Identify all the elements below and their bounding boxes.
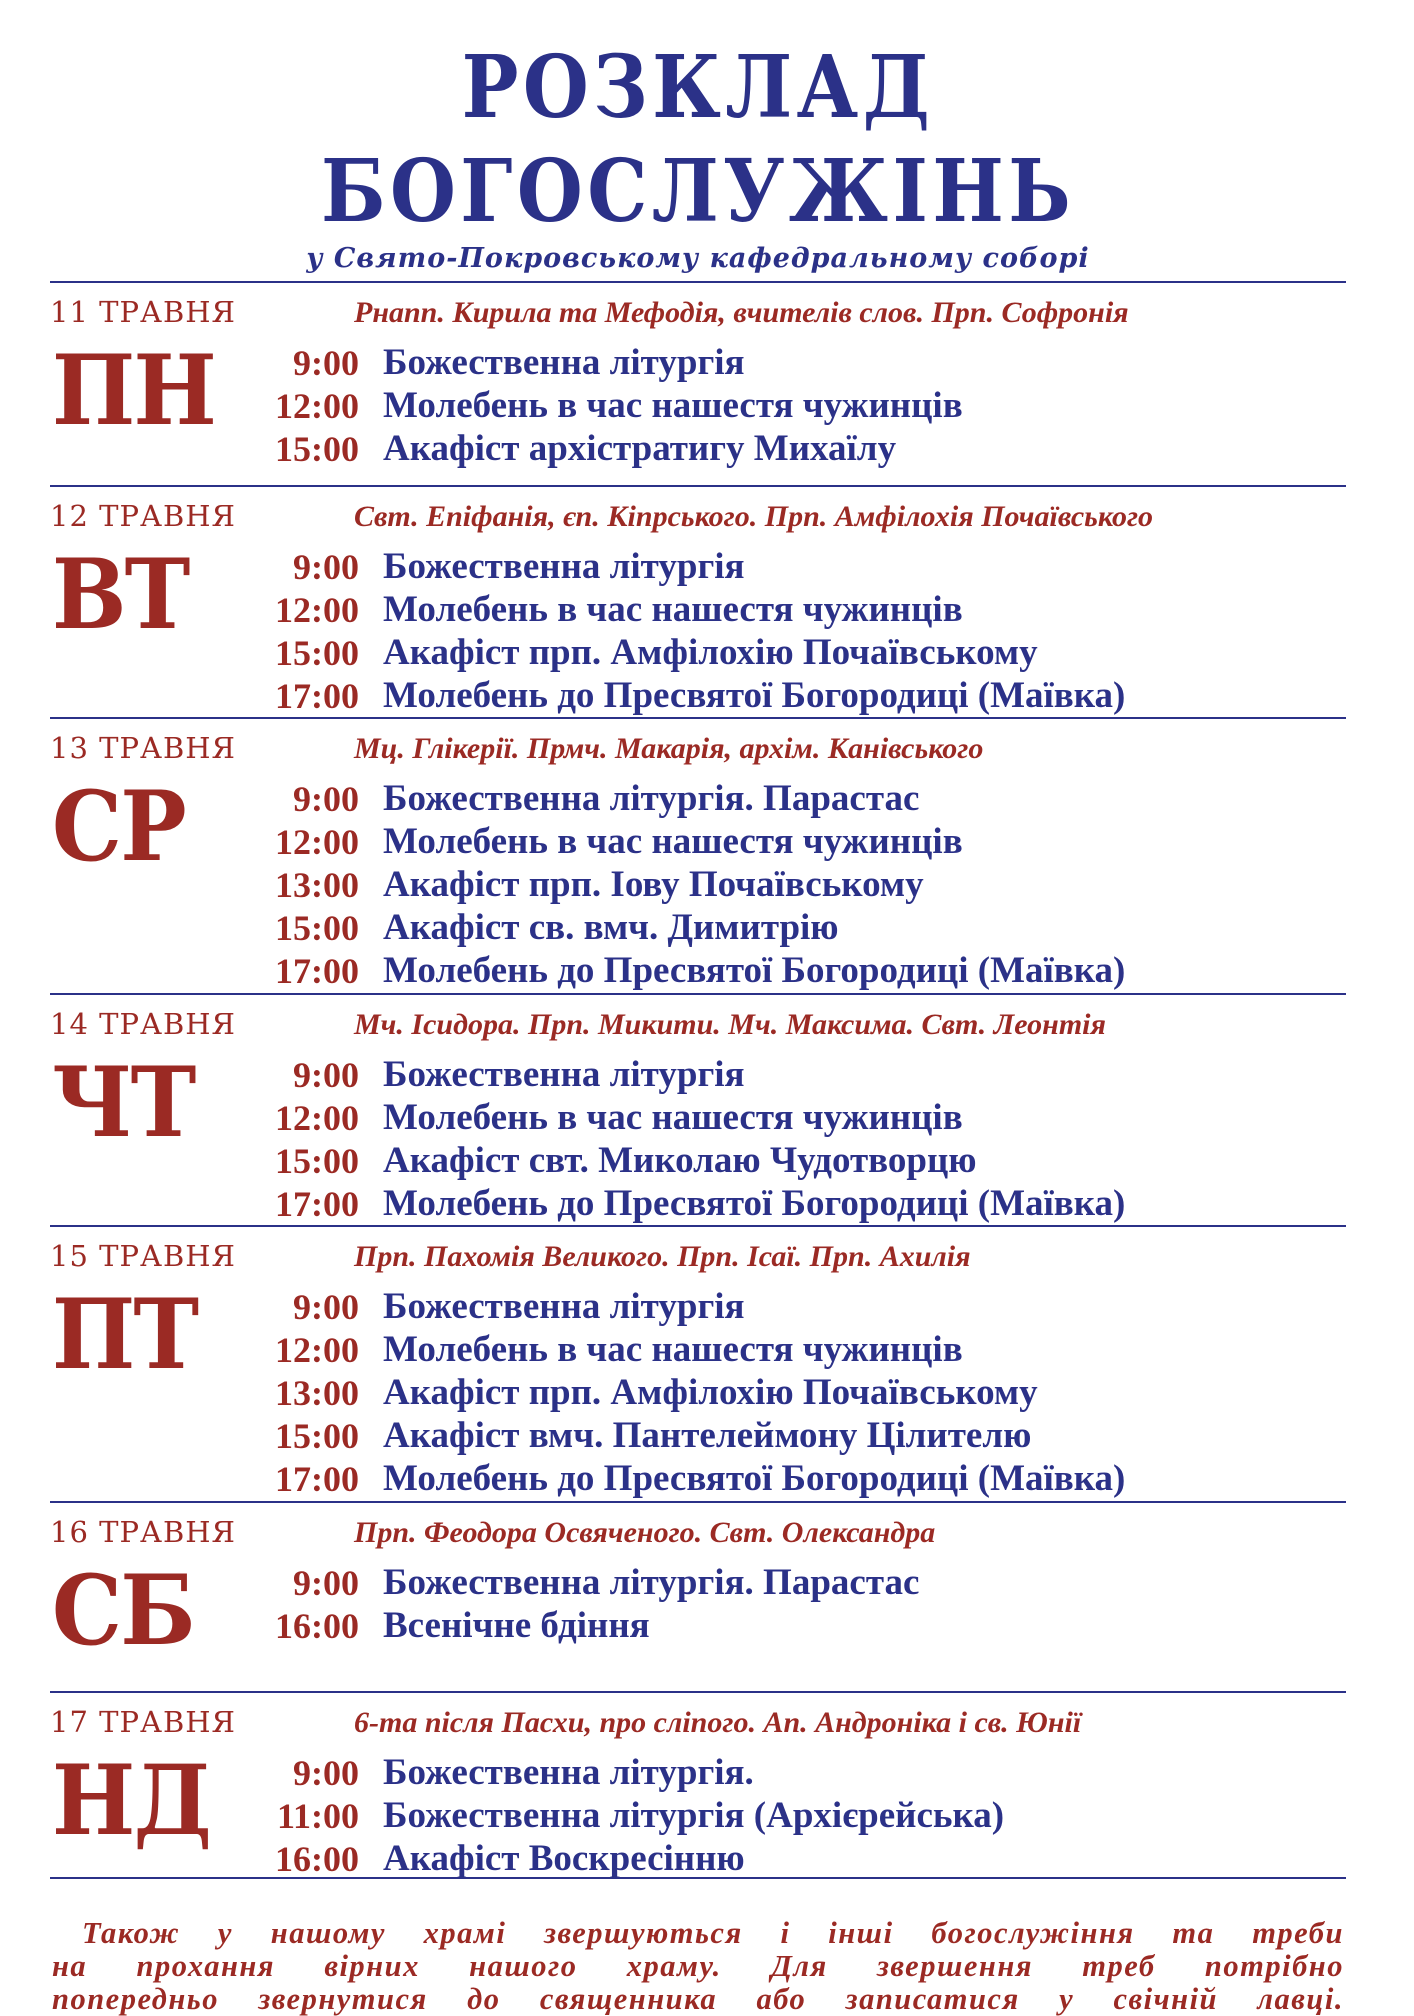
service-name: Акафіст прп. Амфілохію Почаївському bbox=[383, 1372, 1038, 1413]
service-row bbox=[232, 1837, 1346, 1880]
service-time: 9:00 bbox=[293, 1054, 359, 1095]
weekday-abbr: НД bbox=[51, 1744, 211, 1857]
service-time: 12:00 bbox=[275, 589, 359, 630]
service-row bbox=[232, 820, 1346, 863]
service-time: 13:00 bbox=[275, 1372, 359, 1413]
service-time: 12:00 bbox=[275, 1329, 359, 1370]
service-time: 17:00 bbox=[275, 1183, 359, 1224]
footer-line-2: на прохання вірних нашого храму. Для звершення треб потрібно bbox=[52, 1949, 1344, 1983]
service-name: Божественна літургія (Архієрейська) bbox=[383, 1795, 1005, 1836]
service-time: 15:00 bbox=[275, 1415, 359, 1456]
service-row bbox=[232, 1139, 1346, 1182]
day-body bbox=[50, 1553, 1346, 1667]
services-list bbox=[232, 545, 1346, 717]
day-body bbox=[50, 1743, 1346, 1880]
service-row bbox=[232, 545, 1346, 588]
page-title: РОЗКЛАД БОГОСЛУЖІНЬ bbox=[320, 37, 1076, 242]
service-time: 12:00 bbox=[275, 821, 359, 862]
day-header bbox=[50, 487, 1346, 537]
service-row bbox=[232, 1794, 1346, 1837]
service-row bbox=[232, 1604, 1346, 1647]
service-time: 12:00 bbox=[275, 385, 359, 426]
service-time: 17:00 bbox=[275, 1458, 359, 1499]
day-saints: Мч. Ісидора. Прп. Микити. Мч. Максима. Свт. Леонтія bbox=[354, 1008, 1106, 1041]
service-time: 15:00 bbox=[275, 907, 359, 948]
service-time: 17:00 bbox=[275, 950, 359, 991]
service-time: 17:00 bbox=[275, 675, 359, 716]
service-name: Молебень до Пресвятої Богородиці (Маївка) bbox=[383, 950, 1126, 991]
service-row bbox=[232, 1285, 1346, 1328]
services-list bbox=[232, 1561, 1346, 1661]
service-name: Молебень в час нашестя чужинців bbox=[383, 1329, 963, 1370]
day-date: 17 ТРАВНЯ bbox=[50, 1705, 236, 1739]
weekday-abbr: СБ bbox=[51, 1554, 194, 1667]
service-name: Акафіст вмч. Пантелеймону Цілителю bbox=[383, 1415, 1032, 1456]
service-time: 16:00 bbox=[275, 1605, 359, 1646]
day-saints: Мц. Глікерії. Прмч. Макарія, архім. Канівського bbox=[354, 732, 984, 765]
day-date: 11 ТРАВНЯ bbox=[50, 295, 236, 329]
service-time: 15:00 bbox=[275, 428, 359, 469]
service-row bbox=[232, 1096, 1346, 1139]
service-name: Божественна літургія bbox=[383, 1286, 745, 1327]
footer-line-3: попередньо звернутися до священника або записатися у свічній лавці. bbox=[52, 1982, 1344, 2016]
service-row bbox=[232, 427, 1346, 470]
day-block bbox=[50, 1503, 1346, 1693]
day-date: 14 ТРАВНЯ bbox=[50, 1007, 236, 1041]
service-row bbox=[232, 777, 1346, 820]
service-name: Акафіст свт. Миколаю Чудотворцю bbox=[383, 1140, 977, 1181]
weekday-abbr: ПН bbox=[51, 334, 216, 447]
service-name: Божественна літургія bbox=[383, 546, 745, 587]
day-header bbox=[50, 1503, 1346, 1553]
services-list bbox=[232, 777, 1346, 992]
service-name: Акафіст прп. Амфілохію Почаївському bbox=[383, 632, 1038, 673]
service-name: Акафіст св. вмч. Димитрію bbox=[383, 907, 839, 948]
day-saints: Свт. Епіфанія, єп. Кіпрського. Прп. Амфілохія Почаївського bbox=[354, 500, 1154, 533]
service-row bbox=[232, 1561, 1346, 1604]
service-row bbox=[232, 341, 1346, 384]
service-time: 13:00 bbox=[275, 864, 359, 905]
day-date: 13 ТРАВНЯ bbox=[50, 731, 236, 765]
day-block bbox=[50, 719, 1346, 995]
service-row bbox=[232, 1751, 1346, 1794]
weekday-abbr: ЧТ bbox=[51, 1046, 195, 1159]
service-name: Молебень до Пресвятої Богородиці (Маївка) bbox=[383, 1458, 1126, 1499]
service-time: 9:00 bbox=[293, 1562, 359, 1603]
service-row bbox=[232, 1328, 1346, 1371]
day-header bbox=[50, 1227, 1346, 1277]
day-body bbox=[50, 1277, 1346, 1500]
service-row bbox=[232, 1182, 1346, 1225]
day-saints: Прп. Феодора Освяченого. Свт. Олександра bbox=[354, 1516, 936, 1549]
page-subtitle: у Свято-Покровському кафедральному соборі bbox=[306, 243, 1090, 274]
service-row bbox=[232, 1371, 1346, 1414]
service-row bbox=[232, 588, 1346, 631]
day-header bbox=[50, 995, 1346, 1045]
day-block bbox=[50, 995, 1346, 1227]
service-name: Молебень до Пресвятої Богородиці (Маївка) bbox=[383, 675, 1126, 716]
service-row bbox=[232, 1053, 1346, 1096]
day-body bbox=[50, 333, 1346, 470]
service-row bbox=[232, 906, 1346, 949]
weekday-abbr: ПТ bbox=[51, 1278, 198, 1391]
day-saints: 6-та після Пасхи, про сліпого. Ап. Андроніка і св. Юнії bbox=[354, 1706, 1082, 1739]
service-row bbox=[232, 384, 1346, 427]
service-name: Божественна літургія bbox=[383, 342, 745, 383]
day-body bbox=[50, 769, 1346, 992]
day-date: 16 ТРАВНЯ bbox=[50, 1515, 236, 1549]
service-name: Молебень в час нашестя чужинців bbox=[383, 1097, 963, 1138]
day-body bbox=[50, 537, 1346, 717]
service-time: 15:00 bbox=[275, 1140, 359, 1181]
service-row bbox=[232, 631, 1346, 674]
service-name: Молебень в час нашестя чужинців bbox=[383, 821, 963, 862]
service-time: 9:00 bbox=[293, 1752, 359, 1793]
service-row bbox=[232, 949, 1346, 992]
day-date: 15 ТРАВНЯ bbox=[50, 1239, 236, 1273]
day-header bbox=[50, 719, 1346, 769]
services-list bbox=[232, 1751, 1346, 1880]
service-name: Молебень до Пресвятої Богородиці (Маївка) bbox=[383, 1183, 1126, 1224]
services-list bbox=[232, 341, 1346, 470]
day-saints: Рнапп. Кирила та Мефодія, вчителів слов. Прп. Софронія bbox=[354, 296, 1129, 329]
day-header bbox=[50, 283, 1346, 333]
service-name: Божественна літургія. Парастас bbox=[383, 1562, 920, 1603]
service-time: 16:00 bbox=[275, 1838, 359, 1879]
day-date: 12 ТРАВНЯ bbox=[50, 499, 236, 533]
day-block bbox=[50, 487, 1346, 719]
footer-note bbox=[50, 1917, 1346, 2016]
day-block bbox=[50, 1693, 1346, 1879]
service-time: 12:00 bbox=[275, 1097, 359, 1138]
day-saints: Прп. Пахомія Великого. Прп. Ісаї. Прп. Ахилія bbox=[354, 1240, 971, 1273]
service-name: Божественна літургія. Парастас bbox=[383, 778, 920, 819]
schedule-page bbox=[50, 0, 1346, 2016]
service-name: Божественна літургія bbox=[383, 1054, 745, 1095]
day-block bbox=[50, 283, 1346, 487]
service-time: 11:00 bbox=[276, 1795, 359, 1836]
service-row bbox=[232, 1414, 1346, 1457]
footer-line-1: Також у нашому храмі звершуються і інші богослужіння та треби bbox=[82, 1916, 1344, 1950]
service-time: 9:00 bbox=[293, 778, 359, 819]
services-list bbox=[232, 1285, 1346, 1500]
service-time: 9:00 bbox=[293, 1286, 359, 1327]
service-name: Божественна літургія. bbox=[383, 1752, 754, 1793]
weekday-abbr: СР bbox=[51, 770, 185, 883]
service-name: Всенічне бдіння bbox=[383, 1605, 650, 1646]
service-row bbox=[232, 1457, 1346, 1500]
day-header bbox=[50, 1693, 1346, 1743]
service-row bbox=[232, 674, 1346, 717]
services-list bbox=[232, 1053, 1346, 1225]
service-name: Акафіст прп. Іову Почаївському bbox=[383, 864, 924, 905]
service-name: Акафіст Воскресінню bbox=[383, 1838, 745, 1879]
service-time: 9:00 bbox=[293, 342, 359, 383]
service-name: Молебень в час нашестя чужинців bbox=[383, 385, 963, 426]
days-list bbox=[50, 283, 1346, 1879]
weekday-abbr: ВТ bbox=[51, 538, 189, 651]
service-time: 15:00 bbox=[275, 632, 359, 673]
day-body bbox=[50, 1045, 1346, 1225]
service-row bbox=[232, 863, 1346, 906]
day-block bbox=[50, 1227, 1346, 1503]
service-time: 9:00 bbox=[293, 546, 359, 587]
service-name: Акафіст архістратигу Михаїлу bbox=[383, 428, 897, 469]
service-name: Молебень в час нашестя чужинців bbox=[383, 589, 963, 630]
